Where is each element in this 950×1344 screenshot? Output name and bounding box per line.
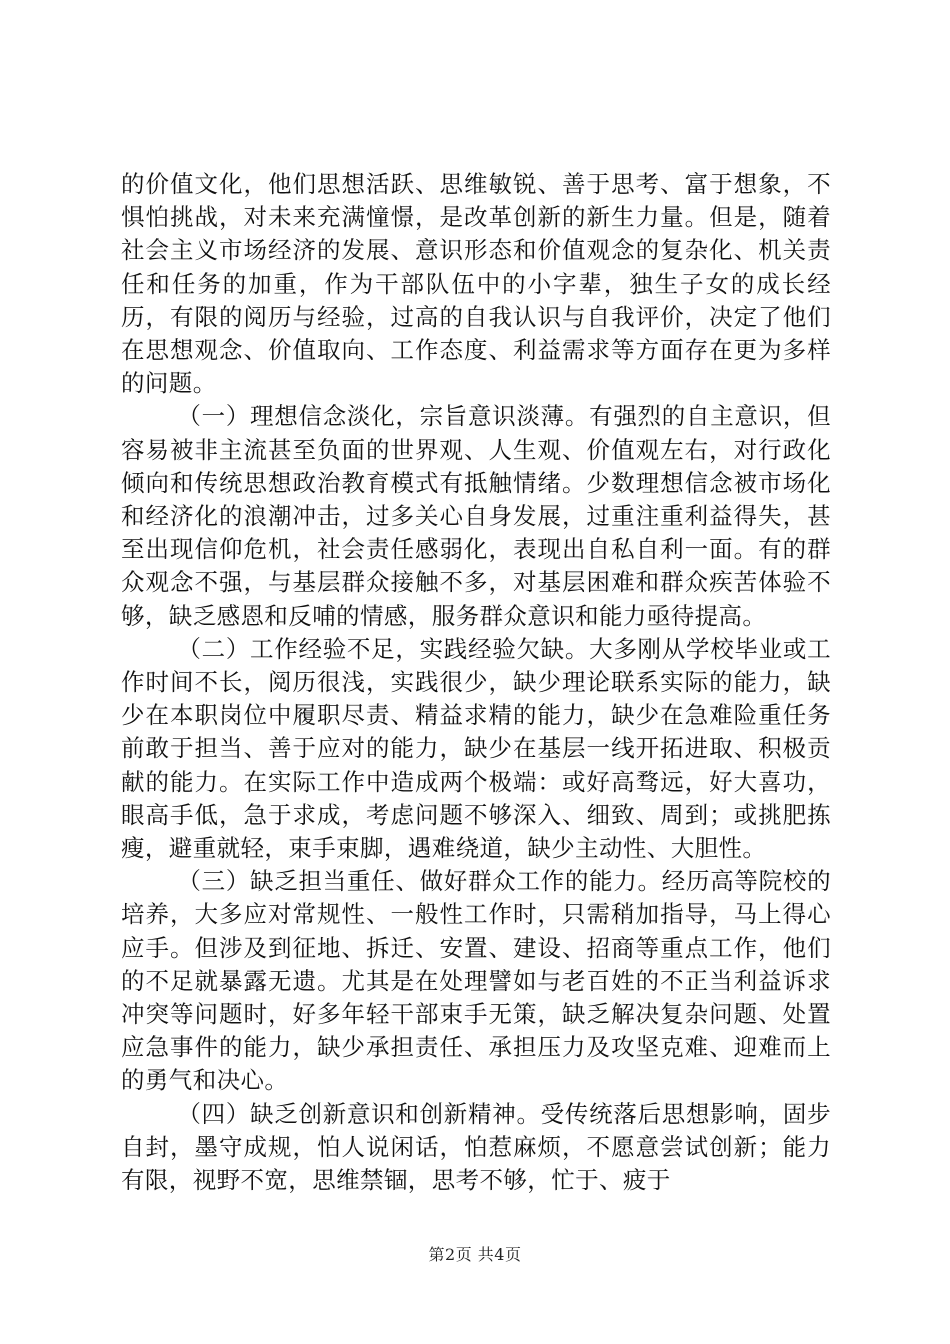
document-body <box>121 168 831 1197</box>
paragraph-section-3: （三）缺乏担当重任、做好群众工作的能力。经历高等院校的培养，大多应对常规性、一般性工作时，只需稍加指导，马上得心应手。但涉及到征地、拆迁、安置、建设、招商等重点工作，他们的不足就暴露无遗。尤其是在处理譬如与老百姓的不正当利益诉求冲突等问题时，好多年轻干部束手无策，缺乏解决复杂问题、处置应急事件的能力，缺少承担责任、承担压力及攻坚克难、迎难而上的勇气和决心。 <box>121 867 831 1095</box>
paragraph-continuation: 的价值文化，他们思想活跃、思维敏锐、善于思考、富于想象，不惧怕挑战，对未来充满憧憬，是改革创新的新生力量。但是，随着社会主义市场经济的发展、意识形态和价值观念的复杂化、机关责任和任务的加重，作为干部队伍中的小字辈，独生子女的成长经历，有限的阅历与经验，过高的自我认识与自我评价，决定了他们在思想观念、价值取向、工作态度、利益需求等方面存在更为多样的问题。 <box>121 170 831 398</box>
paragraph-section-2: （二）工作经验不足，实践经验欠缺。大多刚从学校毕业或工作时间不长，阅历很浅，实践很少，缺少理论联系实际的能力，缺少在本职岗位中履职尽责、精益求精的能力，缺少在急难险重任务前敢于担当、善于应对的能力，缺少在基层一线开拓进取、积极贡献的能力。在实际工作中造成两个极端：或好高骛远，好大喜功，眼高手低，急于求成，考虑问题不够深入、细致、周到；或挑肥拣瘦，避重就轻，束手束脚，遇难绕道，缺少主动性、大胆性。 <box>121 634 831 863</box>
paragraph-section-4: （四）缺乏创新意识和创新精神。受传统落后思想影响，固步自封，墨守成规，怕人说闲话，怕惹麻烦，不愿意尝试创新；能力有限，视野不宽，思维禁锢，思考不够，忙于、疲于 <box>121 1099 831 1195</box>
page-footer: 第2页 共4页 <box>428 1245 522 1264</box>
paragraph-section-1: （一）理想信念淡化，宗旨意识淡薄。有强烈的自主意识，但容易被非主流甚至负面的世界观、人生观、价值观左右，对行政化倾向和传统思想政治教育模式有抵触情绪。少数理想信念被市场化和经济化的浪潮冲击，过多关心自身发展，过重注重利益得失，甚至出现信仰危机，社会责任感弱化，表现出自私自利一面。有的群众观念不强，与基层群众接触不多，对基层困难和群众疾苦体验不够，缺乏感恩和反哺的情感，服务群众意识和能力亟待提高。 <box>121 402 831 630</box>
